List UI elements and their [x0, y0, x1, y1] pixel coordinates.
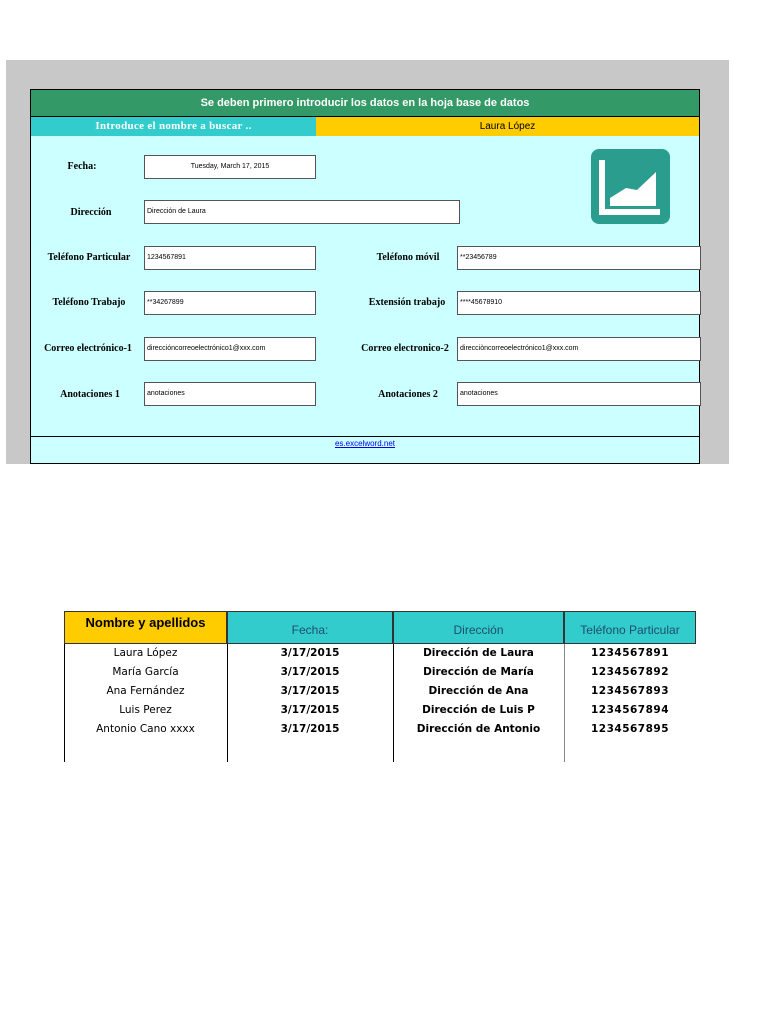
telefono-movil-label: Teléfono móvil: [376, 252, 440, 263]
cell-nombre: Luis Perez: [119, 704, 172, 716]
cell-fecha: 3/17/2015: [280, 647, 340, 659]
cell-telefono: 1234567892: [590, 666, 670, 678]
footer-divider: [31, 436, 699, 437]
form-title: Se deben primero introducir los datos en la hoja base de datos: [31, 90, 699, 117]
search-form: [30, 89, 700, 464]
cell-nombre: Antonio Cano xxxx: [96, 723, 195, 735]
telefono-trabajo-label: Teléfono Trabajo: [52, 297, 126, 308]
extension-trabajo-field[interactable]: ****45678910: [457, 291, 701, 315]
cell-direccion: Dirección de María: [423, 666, 534, 678]
area-chart-icon: [590, 148, 671, 225]
anotaciones-1-label: Anotaciones 1: [60, 389, 120, 400]
search-label: Introduce el nombre a buscar ..: [31, 117, 316, 136]
footer-link[interactable]: es.excelword.net: [334, 439, 396, 448]
cell-direccion: Dirección de Luis P: [422, 704, 535, 716]
cell-nombre: Laura López: [113, 647, 178, 659]
telefono-particular-field[interactable]: 1234567891: [144, 246, 316, 270]
fecha-label: Fecha:: [67, 161, 97, 172]
header-direccion: Dirección: [393, 611, 564, 644]
cell-telefono: 1234567893: [590, 685, 670, 697]
cell-direccion: Dirección de Antonio: [416, 723, 541, 735]
direccion-field[interactable]: Dirección de Laura: [144, 200, 460, 224]
search-name-input[interactable]: Laura López: [316, 117, 699, 136]
telefono-trabajo-field[interactable]: **34267899: [144, 291, 316, 315]
cell-telefono: 1234567895: [590, 723, 670, 735]
cell-fecha: 3/17/2015: [280, 723, 340, 735]
cell-telefono: 1234567894: [590, 704, 670, 716]
correo-2-field[interactable]: direcciòncorreoelectrónico1@xxx.com: [457, 337, 701, 361]
cell-direccion: Dirección de Laura: [423, 647, 534, 659]
cell-fecha: 3/17/2015: [280, 685, 340, 697]
correo-1-field[interactable]: direccióncorreoelectrónico1@xxx.com: [144, 337, 316, 361]
direccion-label: Dirección: [70, 207, 112, 218]
cell-fecha: 3/17/2015: [280, 704, 340, 716]
cell-fecha: 3/17/2015: [280, 666, 340, 678]
anotaciones-2-field[interactable]: anotaciones: [457, 382, 701, 406]
extension-trabajo-label: Extensión trabajo: [368, 297, 446, 308]
correo-2-label: Correo electronico-2: [361, 343, 449, 354]
cell-direccion: Dirección de Ana: [428, 685, 529, 697]
cell-nombre: María García: [112, 666, 179, 678]
anotaciones-1-field[interactable]: anotaciones: [144, 382, 316, 406]
cell-telefono: 1234567891: [590, 647, 670, 659]
header-fecha: Fecha:: [227, 611, 393, 644]
telefono-particular-label: Teléfono Particular: [47, 252, 131, 263]
header-nombre: Nombre y apellidos: [64, 611, 227, 644]
fecha-field[interactable]: Tuesday, March 17, 2015: [144, 155, 316, 179]
cell-nombre: Ana Fernández: [106, 685, 185, 697]
correo-1-label: Correo electrónico-1: [44, 343, 132, 354]
header-telefono: Teléfono Particular: [564, 611, 696, 644]
anotaciones-2-label: Anotaciones 2: [378, 389, 438, 400]
telefono-movil-field[interactable]: **23456789: [457, 246, 701, 270]
